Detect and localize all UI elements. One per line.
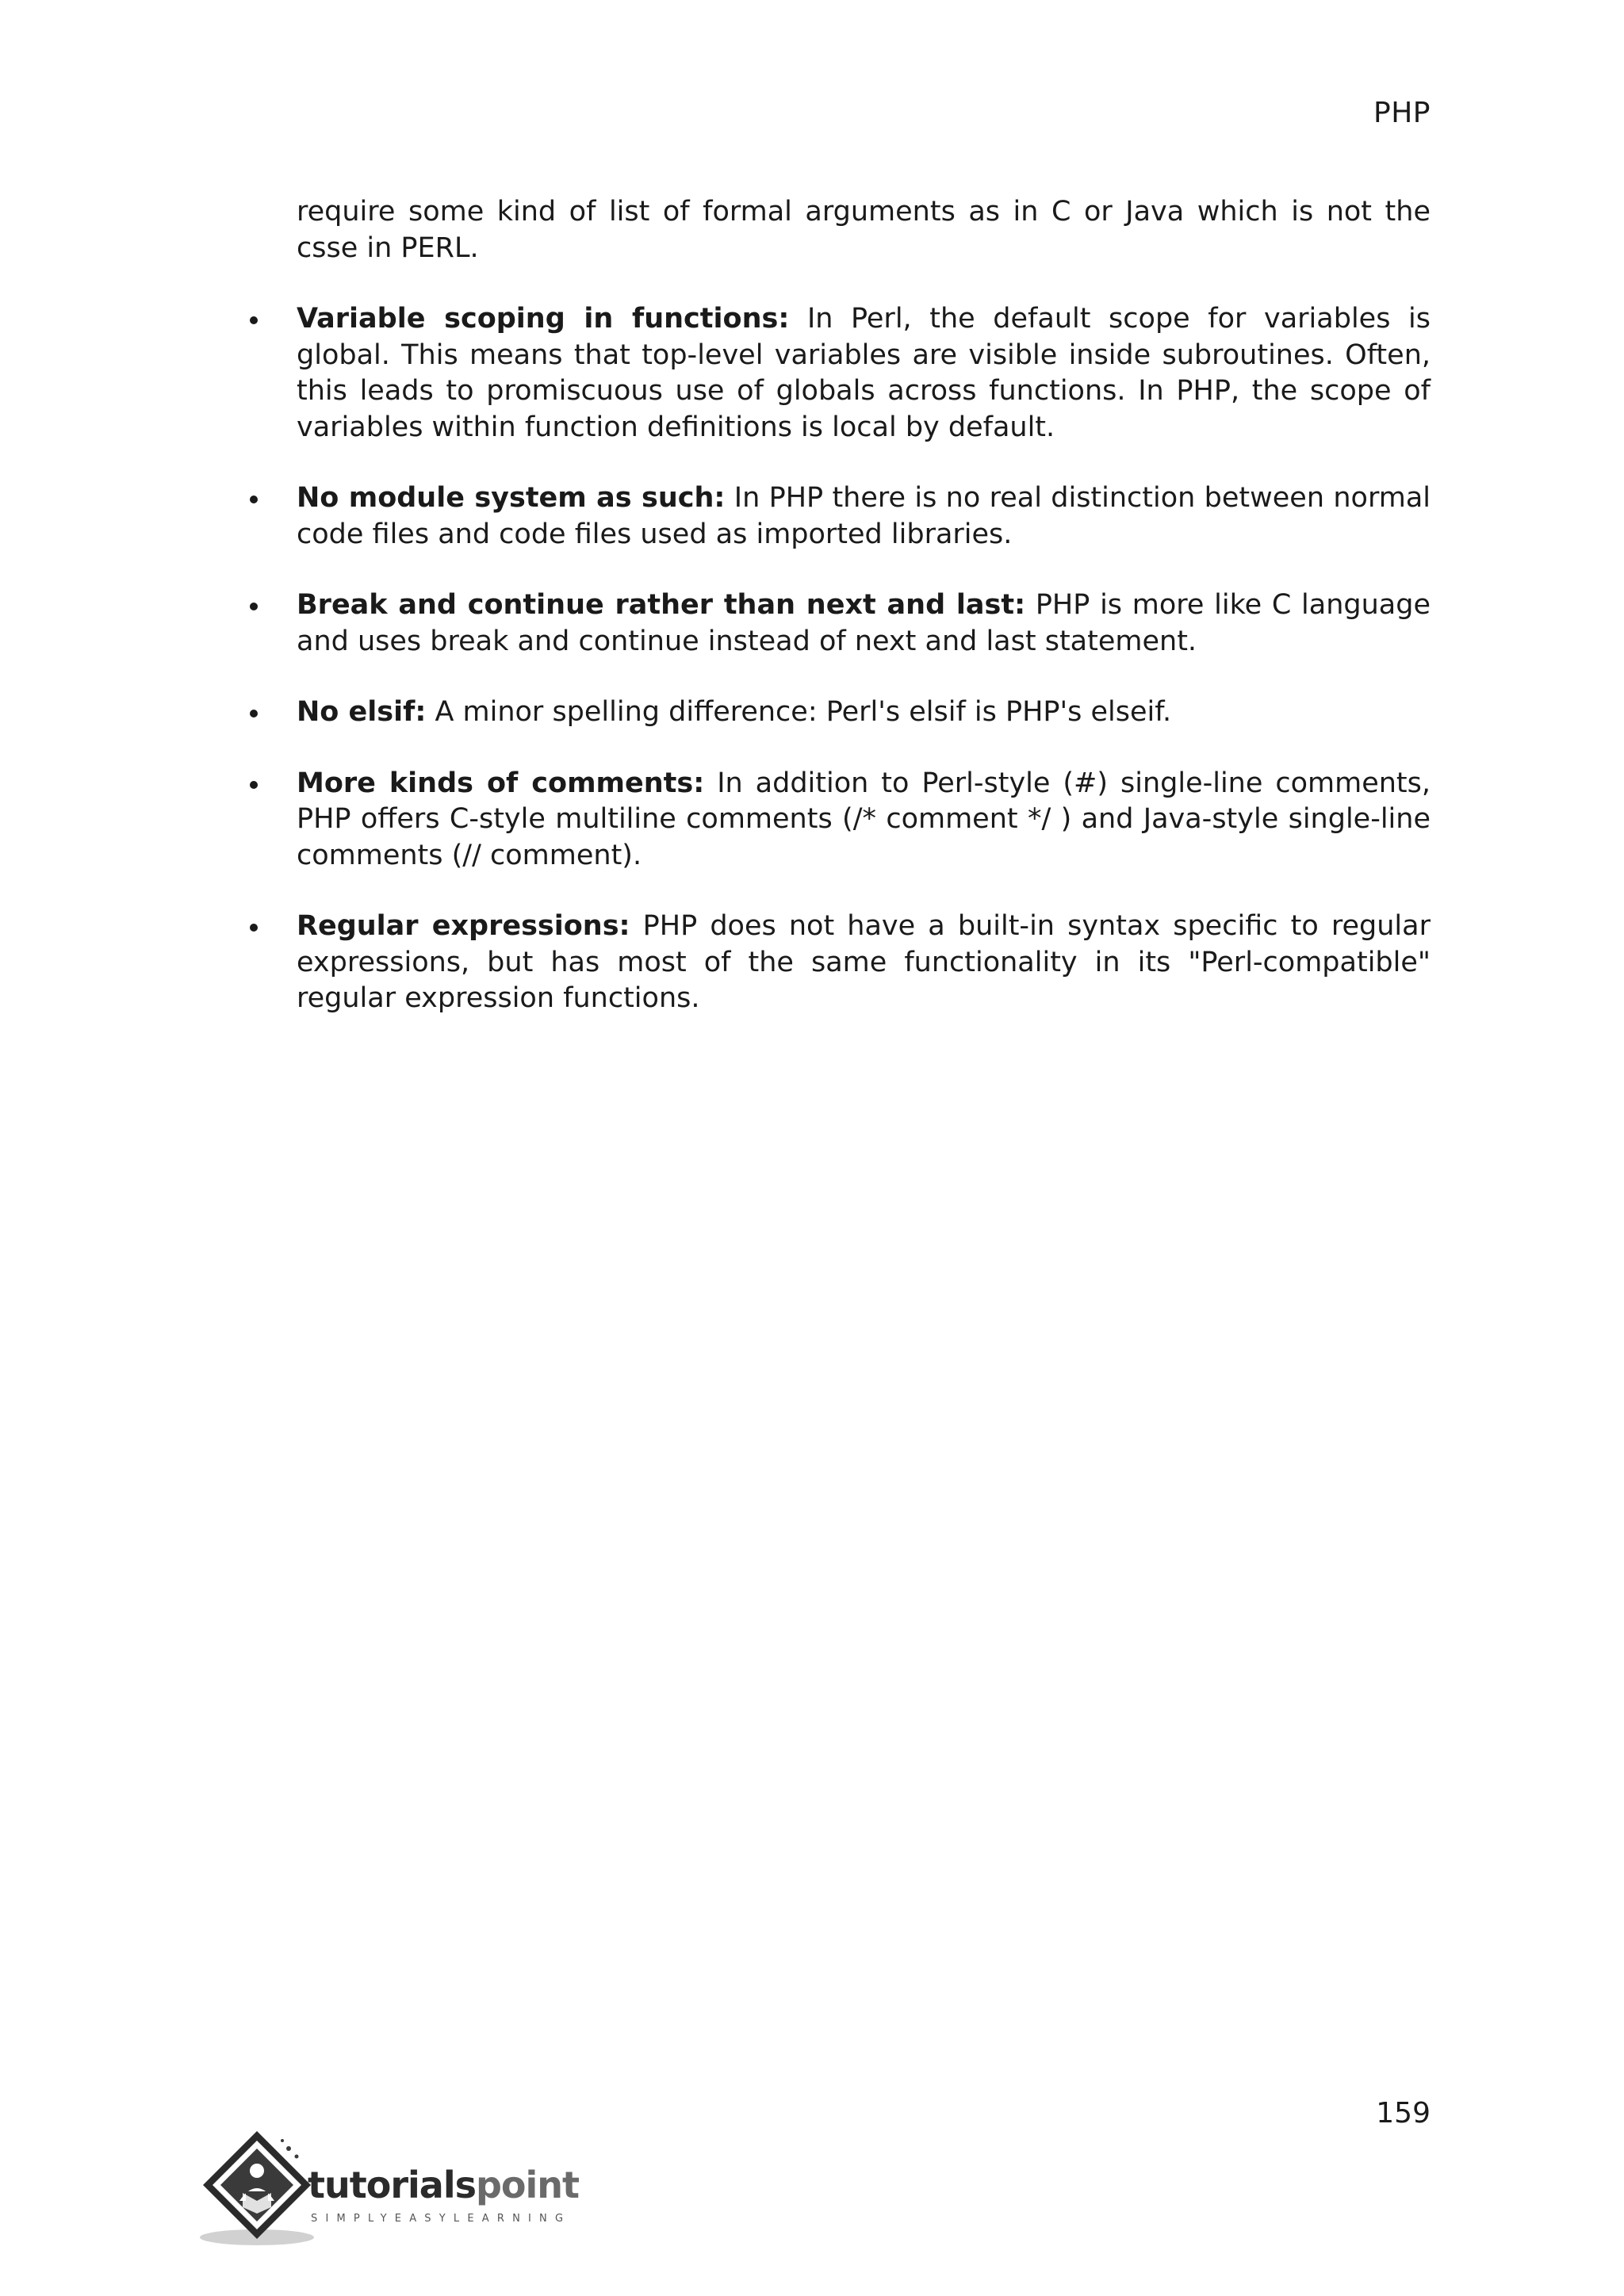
list-item — [297, 909, 1431, 1017]
page-number: 159 — [1376, 2097, 1431, 2130]
bullet-term: Break and continue rather than next and last: — [297, 589, 1026, 621]
bullet-icon — [250, 924, 258, 932]
svg-text:SIMPLYEASYLEARNING: SIMPLYEASYLEARNING — [311, 2213, 572, 2225]
bullet-term: Regular expressions: — [297, 910, 630, 942]
list-item — [297, 587, 1431, 660]
list-item — [297, 480, 1431, 553]
list-item — [297, 695, 1431, 731]
intro-paragraph: require some kind of list of formal arguments as in C or Java which is not the csse in PERL. — [297, 196, 1431, 264]
bullet-text: PHP is more like C language and uses break and continue instead of next and last statement. — [297, 589, 1431, 657]
page-body — [297, 194, 1431, 1052]
bullet-text: In PHP there is no real distinction between normal code files and code files used as imported libraries. — [297, 482, 1431, 550]
bullet-icon — [250, 781, 258, 789]
bullet-icon — [250, 603, 258, 610]
bullet-text: In Perl, the default scope for variables is global. This means that top-level variables are visible inside subroutines. Often, this leads to promiscuous use of globals across functions. In PHP, the scope of variables within function definitions is local by default. — [297, 303, 1431, 443]
bullet-icon — [250, 710, 258, 718]
bullet-term: More kinds of comments: — [297, 767, 705, 799]
list-item — [297, 301, 1431, 446]
svg-text:tutorialspoint: tutorialspoint — [308, 2164, 580, 2206]
logo-icon — [193, 2125, 606, 2252]
bullet-term: Variable scoping in functions: — [297, 303, 790, 335]
bullet-term: No module system as such: — [297, 482, 726, 514]
bullet-list — [297, 301, 1431, 1017]
tutorialspoint-logo — [193, 2125, 606, 2252]
bullet-text: PHP does not have a built-in syntax specific to regular expressions, but has most of the same functionality in its "Perl-compatible" regular expression functions. — [297, 910, 1431, 1014]
bullet-text: A minor spelling difference: Perl's elsif is PHP's elseif. — [435, 696, 1172, 728]
bullet-icon — [250, 496, 258, 503]
bullet-text: In addition to Perl-style (#) single-line comments, PHP offers C-style multiline comments (/* comment */ ) and Java-style single-line comments (// comment). — [297, 767, 1431, 871]
header-title: PHP — [1373, 97, 1431, 129]
bullet-icon — [250, 316, 258, 324]
list-item — [297, 766, 1431, 874]
bullet-term: No elsif: — [297, 696, 427, 728]
